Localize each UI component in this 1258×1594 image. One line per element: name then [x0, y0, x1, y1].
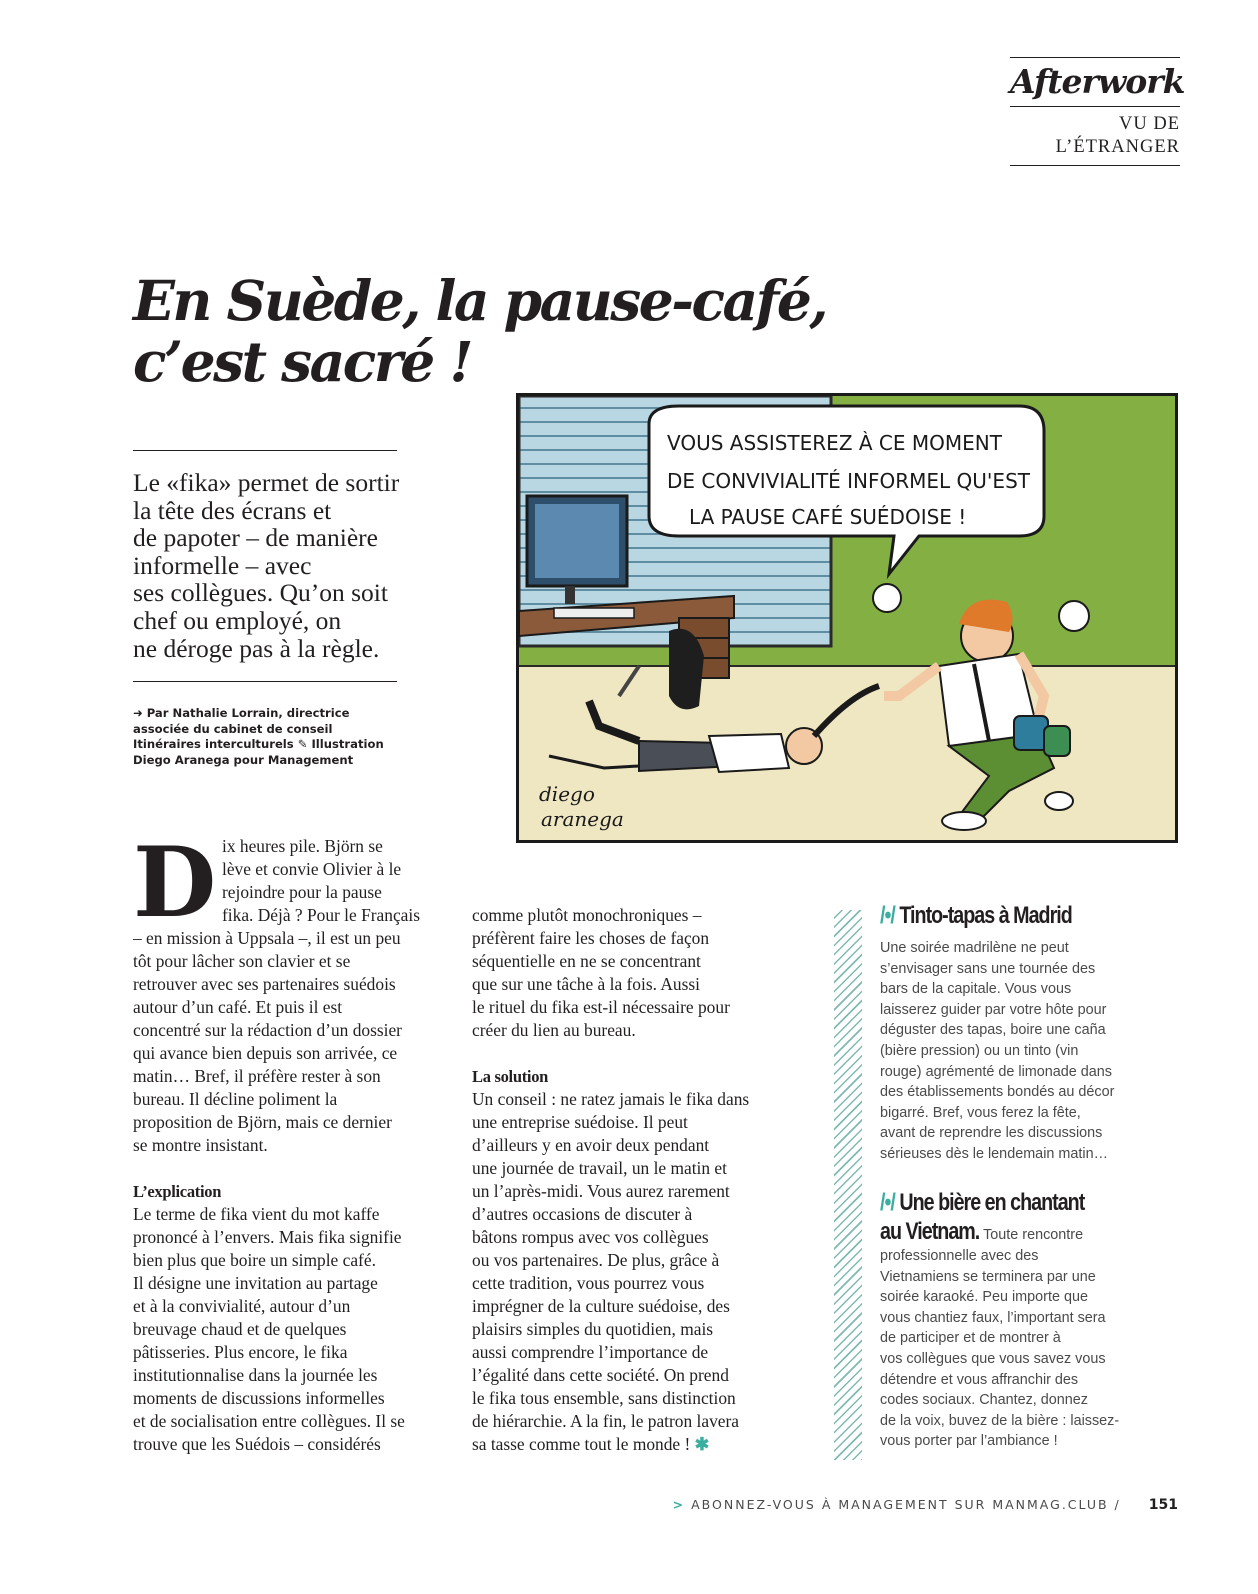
body-line: Un conseil : ne ratez jamais le fika dans [472, 1089, 750, 1109]
body-line: Le terme de fika vient du mot kaffe [133, 1204, 380, 1224]
sidebar-line: s’envisager sans une tournée des [880, 960, 1096, 977]
body-line: proposition de Björn, mais ce dernier [133, 1112, 392, 1132]
section-header [1010, 57, 1185, 166]
headline [133, 270, 893, 392]
headline-line-1: En Suède, la pause-café, [133, 268, 826, 333]
byline-line: Itinéraires interculturels ✎ Illustration [133, 737, 384, 751]
body-line: le rituel du fika est-il nécessaire pour [472, 997, 730, 1017]
body-line: d’ailleurs y en avoir deux pendant [472, 1135, 710, 1155]
body-line: se montre insistant. [133, 1135, 268, 1155]
slash-dot-icon: /•/ [880, 902, 895, 929]
sidebar-hatch-decoration [834, 910, 862, 1460]
byline-line: ➜ Par Nathalie Lorrain, directrice [133, 706, 350, 720]
body-line: ix heures pile. Björn se [222, 836, 383, 856]
speech-line-3: LA PAUSE CAFÉ SUÉDOISE ! [689, 505, 967, 529]
sidebar-line: soirée karaoké. Peu importe que [880, 1289, 1088, 1306]
subhead-explication: L’explication [133, 1182, 222, 1201]
body-line: breuvage chaud et de quelques [133, 1319, 347, 1339]
body-line: moments de discussions informelles [133, 1388, 385, 1408]
sidebar-line: vous porter par l’ambiance ! [880, 1433, 1058, 1450]
intro-line: ses collègues. Qu’on soit [133, 578, 388, 608]
body-line: de hiérarchie. A la fin, le patron lavera [472, 1411, 740, 1431]
divider [133, 450, 397, 451]
body-line: le fika tous ensemble, sans distinction [472, 1388, 736, 1408]
body-line: fika. Déjà ? Pour le Français [222, 905, 420, 925]
sidebar-line: Vietnamiens se terminera par une [880, 1268, 1096, 1285]
footer [673, 1497, 1178, 1513]
body-line: trouve que les Suédois – considérés [133, 1434, 381, 1454]
body-line: rejoindre pour la pause [222, 882, 382, 902]
sidebar-line: déguster des tapas, boire une caña [880, 1022, 1106, 1039]
sidebar-title: Une bière en chantant [899, 1189, 1085, 1216]
sidebar-line: avant de reprendre les discussions [880, 1125, 1103, 1142]
body-line: et à la convivialité, autour d’un [133, 1296, 351, 1316]
sidebar-line: vous chantiez faux, l’important sera [880, 1309, 1106, 1326]
sidebar-title-cont: au Vietnam. [880, 1218, 980, 1245]
subscribe-link[interactable]: ABONNEZ-VOUS À MANAGEMENT SUR MANMAG.CLUB / [691, 1497, 1121, 1512]
body-line: que sur une tâche à la fois. Aussi [472, 974, 700, 994]
body-line: cette tradition, vous pourrez vous [472, 1273, 705, 1293]
sidebar-line: Toute rencontre [983, 1227, 1084, 1243]
sidebar-line: Une soirée madrilène ne peut [880, 940, 1069, 956]
body-line: retrouver avec ses partenaires suédois [133, 974, 396, 994]
body-line: plaisirs simples du quotidien, mais [472, 1319, 714, 1339]
drop-cap: D [133, 826, 215, 939]
body-line: – en mission à Uppsala –, il est un peu [133, 928, 401, 948]
sidebar-item-vietnam [880, 1189, 1130, 1452]
headline-line-2: c’est sacré ! [133, 329, 471, 394]
intro-line: ne déroge pas à la règle. [133, 633, 380, 663]
body-line: institutionnalise dans la journée les [133, 1365, 378, 1385]
sidebar-line: des établissements bondés au décor [880, 1084, 1115, 1101]
body-line: Il désigne une invitation au partage [133, 1273, 378, 1293]
sidebar-line: de participer et de montrer à [880, 1330, 1061, 1347]
page-number: 151 [1148, 1497, 1178, 1513]
column-1-lead [222, 835, 442, 927]
body-line: séquentielle en ne se concentrant [472, 951, 701, 971]
intro-line: chef ou employé, on [133, 605, 342, 635]
body-line: comme plutôt monochroniques – [472, 905, 702, 925]
speech-line-1: VOUS ASSISTEREZ À CE MOMENT [667, 431, 1002, 455]
sidebar-line: vos collègues que vous savez vous [880, 1350, 1106, 1367]
subhead-solution: La solution [472, 1067, 549, 1086]
cartoon-illustration [516, 393, 1178, 843]
divider [133, 681, 397, 682]
body-line: tôt pour lâcher son clavier et se [133, 951, 351, 971]
body-line: d’autres occasions de discuter à [472, 1204, 693, 1224]
body-line: imprégner de la culture suédoise, des [472, 1296, 730, 1316]
sidebar-line: de la voix, buvez de la bière : laissez- [880, 1412, 1120, 1429]
body-line: sa tasse comme tout le monde ! [472, 1434, 691, 1454]
body-line: et de socialisation entre collègues. Il se [133, 1411, 405, 1431]
body-line: bureau. Il décline poliment la [133, 1089, 338, 1109]
body-line: un l’après-midi. Vous aurez rarement [472, 1181, 730, 1201]
body-line: matin… Bref, il préfère rester à son [133, 1066, 381, 1086]
column-1-body [133, 927, 443, 1456]
signature-line-2: aranega [541, 807, 624, 831]
sidebar-line: professionnelle avec des [880, 1248, 1039, 1264]
subsection-line-2: L’ÉTRANGER [1055, 137, 1180, 157]
body-line: lève et convie Olivier à le [222, 859, 402, 879]
body-line: une journée de travail, un le matin et [472, 1158, 727, 1178]
body-line: bâtons rompus avec vos collègues [472, 1227, 709, 1247]
intro-line: Le «fika» permet de sortir [133, 468, 400, 497]
body-line: prononcé à l’envers. Mais fika signifie [133, 1227, 402, 1247]
body-line: créer du lien au bureau. [472, 1020, 636, 1040]
sidebar-line: détendre et vous affranchir des [880, 1371, 1079, 1388]
sidebar-line: codes sociaux. Chantez, donnez [880, 1392, 1088, 1409]
divider [1010, 165, 1180, 166]
body-line: l’égalité dans cette société. On prend [472, 1365, 729, 1385]
intro-line: la tête des écrans et [133, 495, 332, 525]
byline-line: Diego Aranega pour Management [133, 752, 354, 767]
column-2-body [472, 904, 792, 1456]
byline [133, 706, 413, 768]
section-title: Afterwork [1010, 62, 1185, 101]
intro-line: informelle – avec [133, 550, 312, 580]
sidebar-title: Tinto-tapas à Madrid [899, 902, 1072, 929]
body-line: aussi comprendre l’importance de [472, 1342, 709, 1362]
body-line: bien plus que boire un simple café. [133, 1250, 376, 1270]
sidebar-line: (bière pression) ou un tinto (vin [880, 1042, 1079, 1059]
body-line-last [472, 1433, 792, 1456]
body-line: pâtisseries. Plus encore, le fika [133, 1342, 348, 1362]
body-line: une entreprise suédoise. Il peut [472, 1112, 688, 1132]
body-line: concentré sur la rédaction d’un dossier [133, 1020, 402, 1040]
byline-line: associée du cabinet de conseil [133, 721, 333, 736]
sidebar-line: laisserez guider par votre hôte pour [880, 1001, 1107, 1018]
sidebar-line: rouge) agrémenté de limonade dans [880, 1063, 1112, 1080]
speech-line-2: DE CONVIVIALITÉ INFORMEL QU'EST [667, 469, 1030, 493]
signature-line-1: diego [539, 782, 595, 806]
sidebar-line: sérieuses dès le lendemain matin… [880, 1145, 1108, 1162]
arrow-icon: > [672, 1497, 686, 1512]
end-mark-icon: ✱ [694, 1434, 710, 1454]
divider [1010, 106, 1180, 107]
body-line: préfèrent faire les choses de façon [472, 928, 710, 948]
subsection-line-1: VU DE [1118, 114, 1180, 134]
body-line: ou vos partenaires. De plus, grâce à [472, 1250, 720, 1270]
body-line: autour d’un café. Et puis il est [133, 997, 343, 1017]
sidebar-line: bars de la capitale. Vous vous [880, 981, 1072, 998]
intro-paragraph [133, 469, 433, 662]
sidebar-item-madrid [880, 902, 1130, 1165]
sidebar-line: bigarré. Bref, vous ferez la fête, [880, 1104, 1081, 1121]
body-line: qui avance bien depuis son arrivée, ce [133, 1043, 398, 1063]
slash-dot-icon: /•/ [880, 1189, 895, 1216]
intro-line: de papoter – de manière [133, 523, 378, 553]
